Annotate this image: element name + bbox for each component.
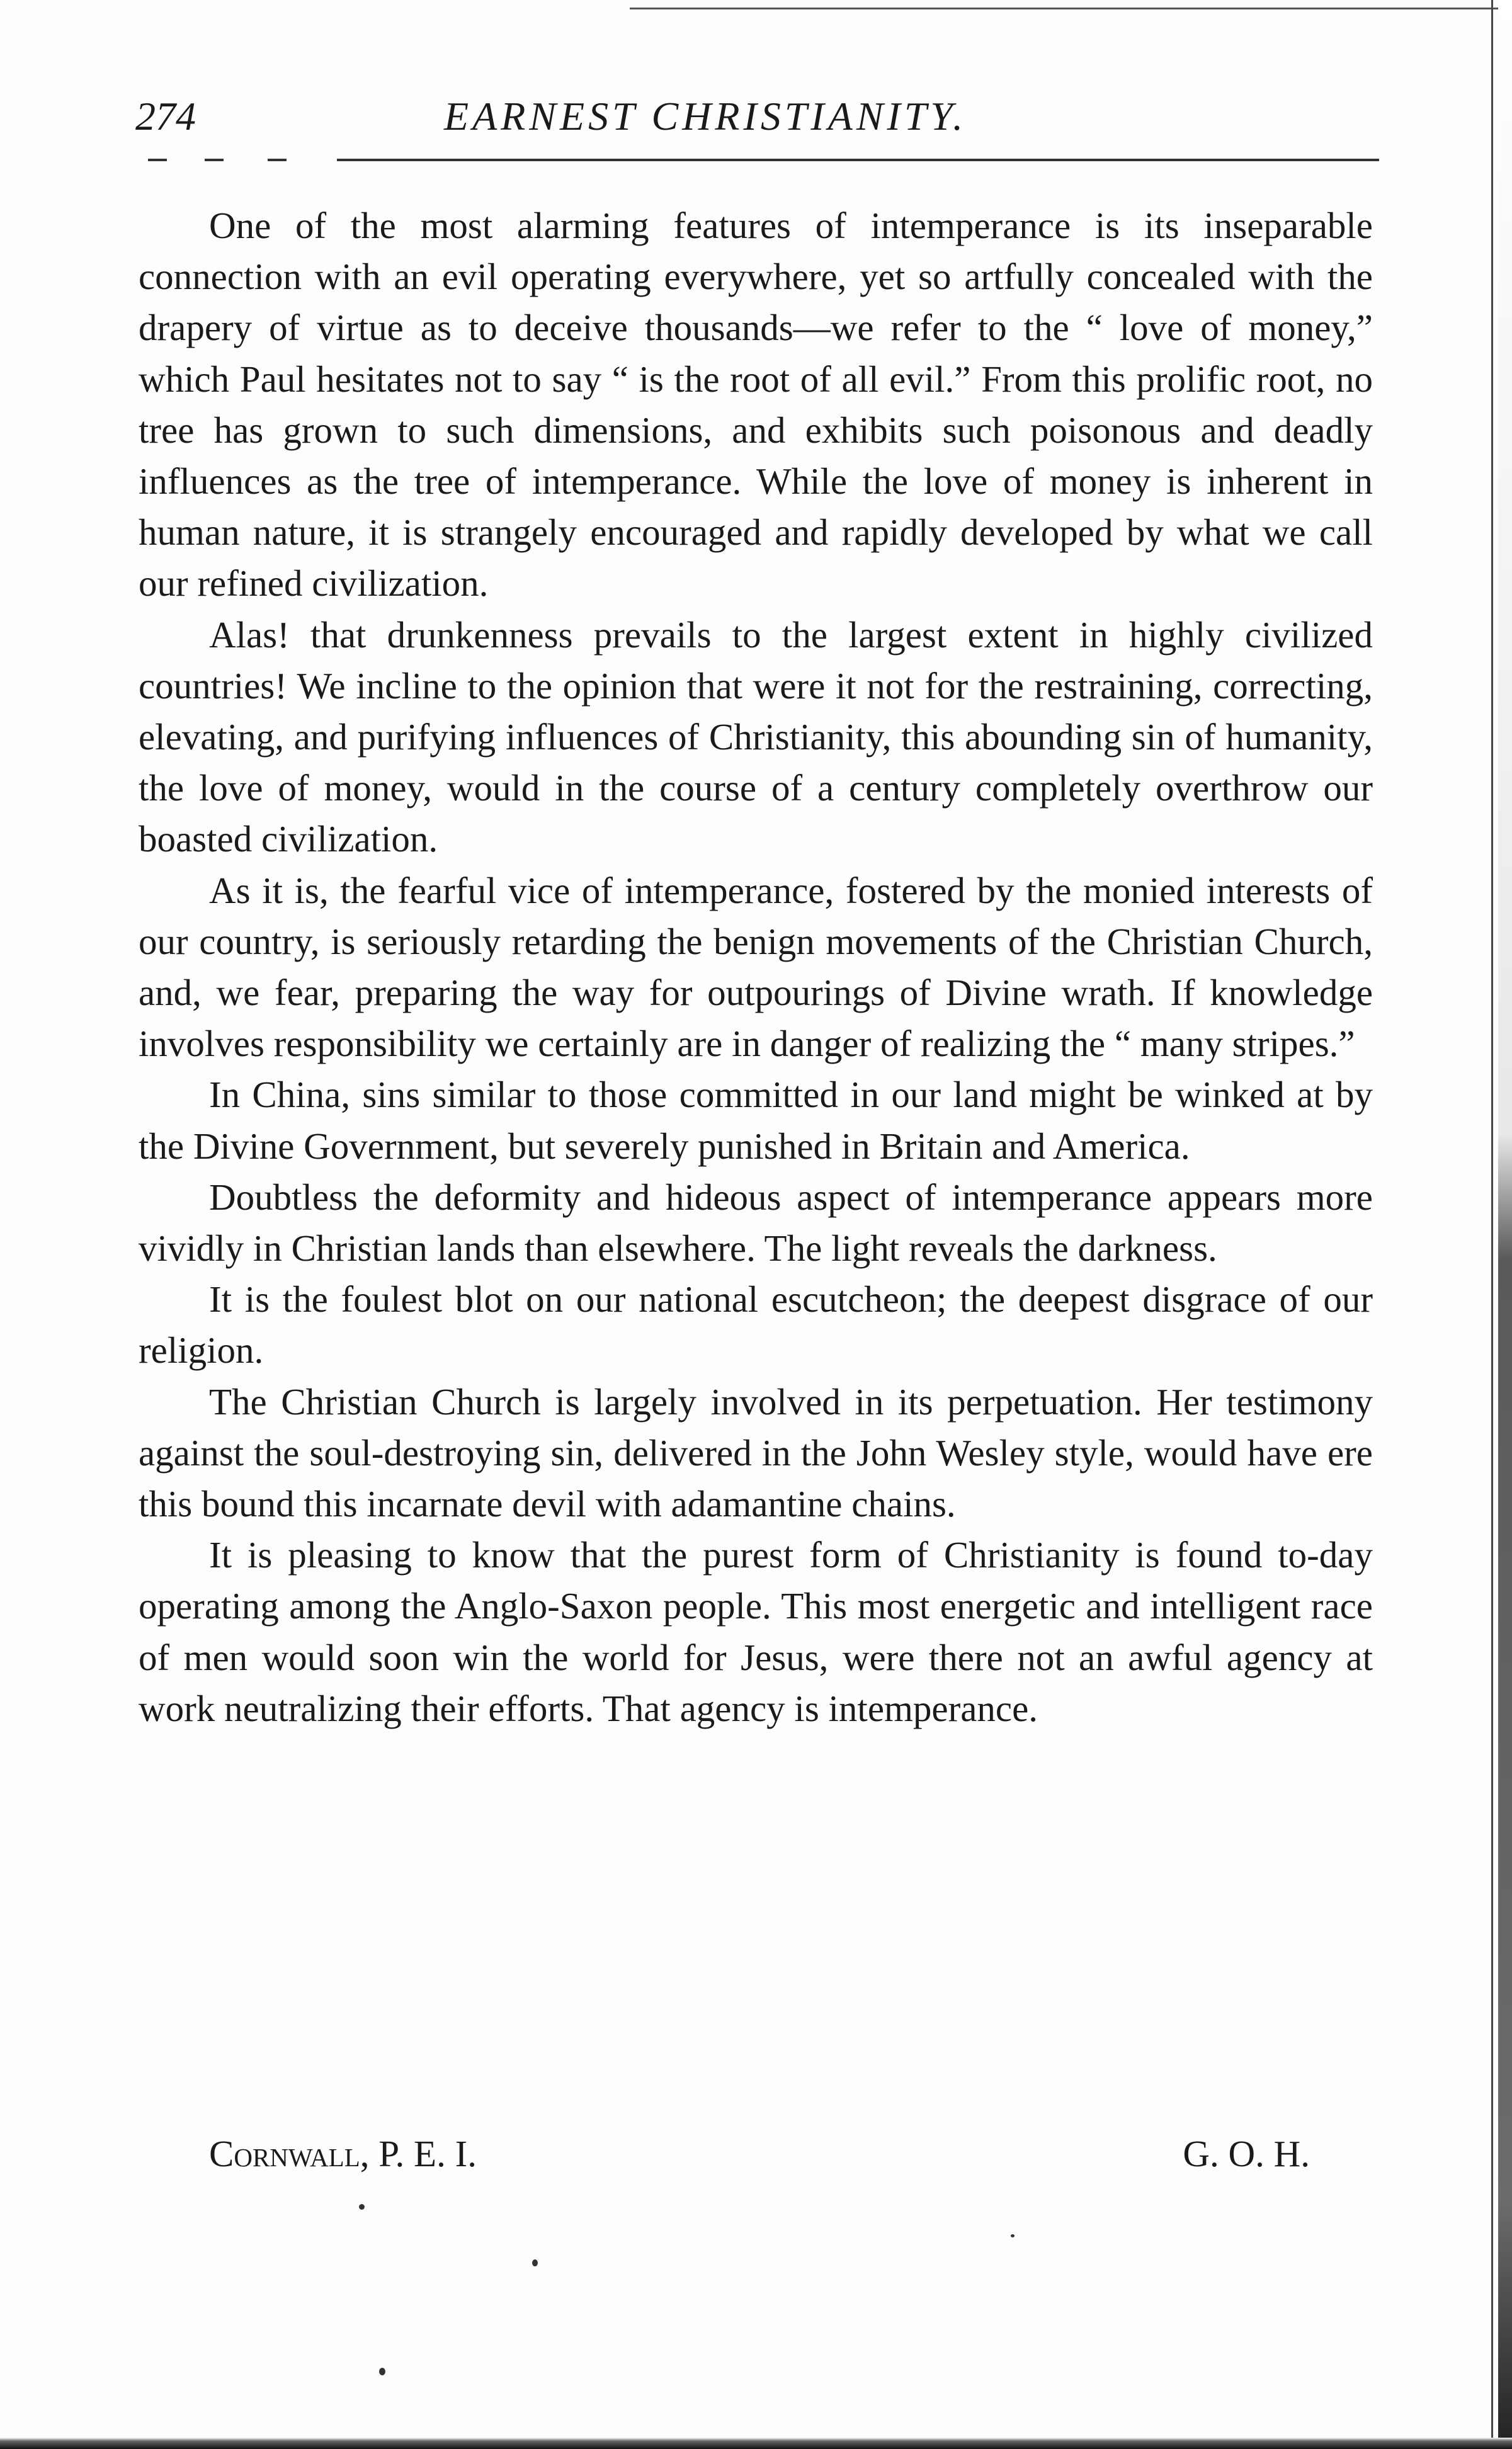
ink-speck [532, 2259, 538, 2266]
paragraph-fearful-vice: As it is, the fearful vice of intemperance, fostered by the monied interests of our country, is seriously retarding the benign movements of the Christian Church, and, we fear, preparing the way for outpourings of Divine wrath. If knowledge involves responsibility we certainly are in danger of realizing the “ many stripes.” [139, 869, 1373, 1065]
page-edge-shadow [0, 2438, 1512, 2449]
ink-speck [379, 2368, 385, 2375]
paragraph-anglo-saxon: It is pleasing to know that the purest form of Christianity is found to-day operating among the Anglo-Saxon people. This most energetic and intelligent race of men would soon win the world for Jesus, were there not an awful agency at work neutralizing their efforts. That agency is intemperance. [139, 1534, 1373, 1729]
header-rule [148, 159, 1379, 161]
signature-place: Cornwall, P. E. I. [209, 2133, 477, 2174]
signature-initials: G. O. H. [1183, 2133, 1310, 2174]
page-number: 274 [135, 94, 196, 139]
paragraph-deformity: Doubtless the deformity and hideous aspect of intemperance appears more vividly in Christian lands than elsewhere. The light reveals the darkness. [139, 1176, 1373, 1270]
ink-speck [359, 2204, 365, 2210]
paragraph-foulest-blot: It is the foulest blot on our national escutcheon; the deepest disgrace of our religion. [139, 1278, 1373, 1372]
paragraph-china: In China, sins similar to those committed in our land might be winked at by the Divine Government, but severely punished in Britain and America. [139, 1074, 1373, 1167]
paragraph-christian-church: The Christian Church is largely involved in its perpetuation. Her testimony against the soul-destroying sin, delivered in the John Wesley style, would have ere this bound this incarnate devil with adamantine chains. [139, 1380, 1373, 1525]
page-header [135, 85, 1376, 148]
paragraph-drunkenness: Alas! that drunkenness prevails to the largest extent in highly civilized countries! We incline to the opinion that were it not for the restraining, correcting, elevating, and purifying influences of Christianity, this abounding sin of humanity, the love of money, would in the course of a century completely overthrow our boasted civilization. [139, 613, 1373, 860]
body-text [139, 200, 1373, 1734]
paragraph-love-of-money: One of the most alarming features of intemperance is its inseparable connection with an evil operating everywhere, yet so artfully concealed with the drapery of virtue as to deceive thousands—we refer to the “ love of money,” which Paul hesitates not to say “ is the root of all evil.” From this prolific root, no tree has grown to such dimensions, and exhibits such poisonous and deadly influences as the tree of intemperance. While the love of money is inherent in human nature, it is strangely encouraged and rapidly developed by what we call our refined civilization. [139, 205, 1373, 605]
page-edge-line [630, 8, 1511, 9]
running-head: EARNEST CHRISTIANITY. [444, 94, 967, 139]
page-edge-shadow [1498, 0, 1512, 2449]
page-edge-line [1491, 0, 1493, 2449]
signature-row [139, 2125, 1373, 2182]
ink-speck [1011, 2234, 1015, 2237]
